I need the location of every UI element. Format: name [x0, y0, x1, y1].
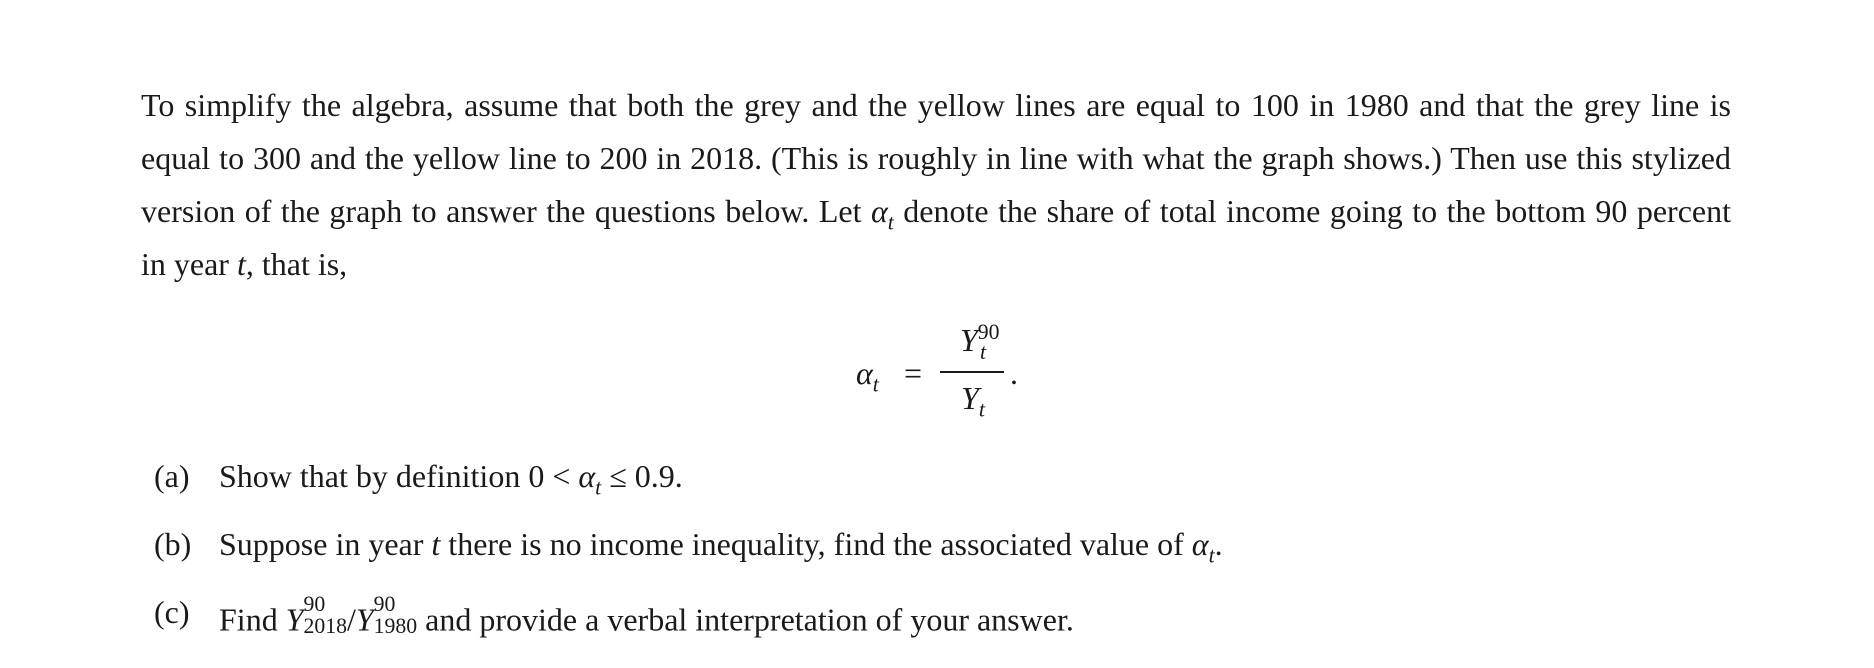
intro-paragraph — [141, 79, 1731, 291]
question-text: Suppose in year t there is no income inequality, find the associated value of $\alpha_t$. — [219, 526, 1223, 568]
question-label: (c) — [154, 594, 190, 630]
question-text: Show that by definition $0 < \alpha_t \le 0.9$. — [219, 458, 683, 500]
fraction-numerator: $Y^{90}_t$ — [959, 320, 1000, 364]
equation-lhs: $\alpha_t$ — [856, 355, 879, 397]
year-variable: t — [236, 246, 246, 282]
equals-sign: = — [904, 355, 923, 391]
question-text: Find Y 90 2018 /Y 90 1980 and provide a verbal interpretation of your answer. — [219, 592, 1074, 638]
display-equation — [0, 322, 1874, 422]
fraction-denominator: $Y_t$ — [961, 380, 985, 422]
paragraph-text-1: To simplify the algebra, assume that both the grey and the yellow lines are equal to 100 in 1980 and that the grey line is equal to 300 and the yellow line to 200 in 2018. (This is roughly in line with what the graph shows.) Then use this stylized version of the graph to answer the questions below. Let — [141, 87, 1731, 229]
alpha-symbol: $\alpha_t$ — [870, 193, 894, 235]
paragraph-text-3: , that is, — [245, 246, 348, 282]
question-label: (b) — [154, 526, 192, 562]
equation-period: . — [1010, 355, 1018, 391]
paragraph-text-2: denote the share of total income going to the bottom 90 percent in year — [141, 193, 1732, 282]
question-label: (a) — [154, 458, 190, 494]
fraction-bar — [940, 371, 1004, 373]
